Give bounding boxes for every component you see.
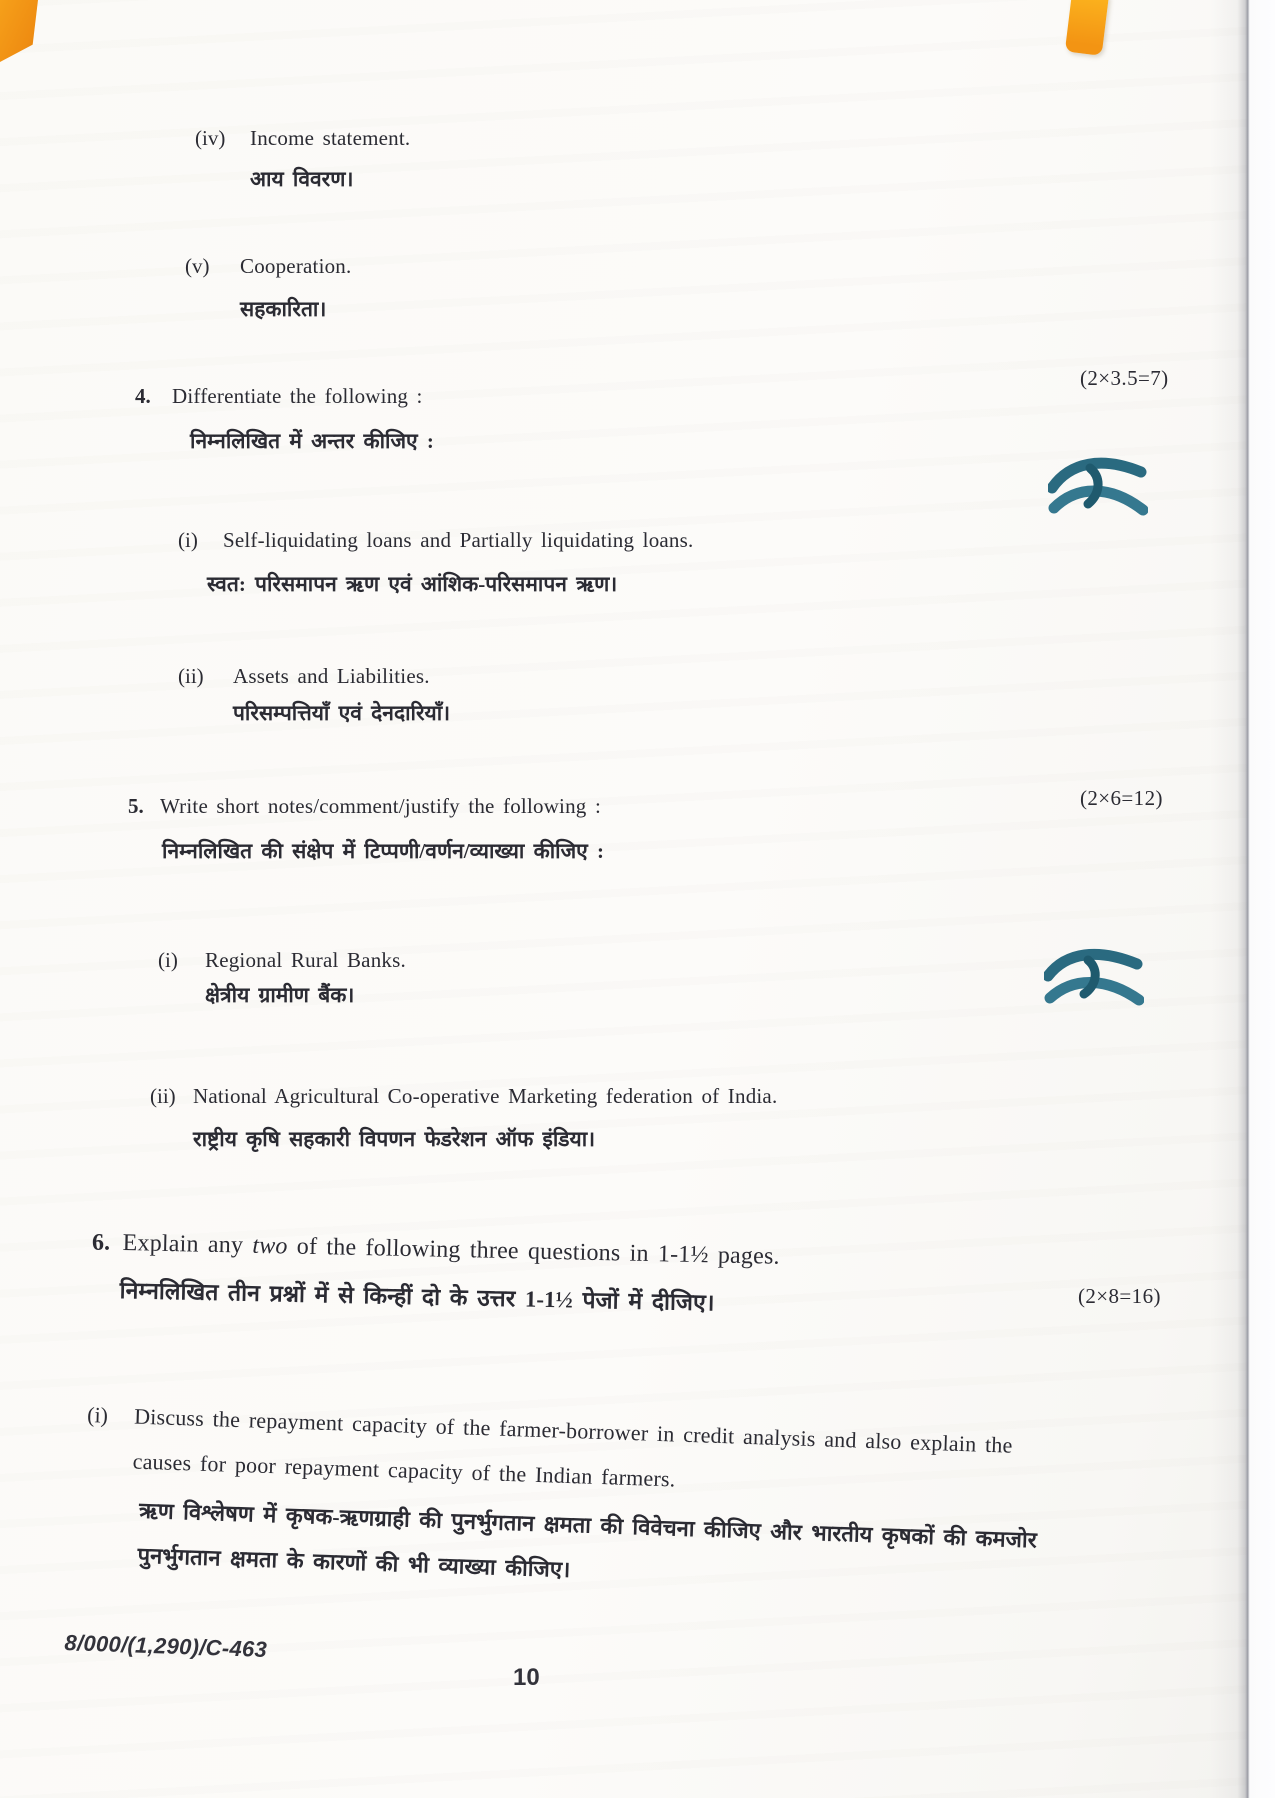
- item-text-hi: स्वत: परिसमापन ऋण एवं आंशिक-परिसमापन ऋण।: [207, 572, 618, 596]
- item-text-hi: राष्ट्रीय कृषि सहकारी विपणन फेडरेशन ऑफ इंडिया।: [193, 1127, 596, 1151]
- item-text-hi: परिसम्पत्तियाँ एवं देनदारियाँ।: [233, 701, 451, 725]
- question-4-marks: (2×3.5=7): [1080, 366, 1169, 390]
- binding-cord-bottom-icon: [1044, 940, 1144, 1020]
- question-5-text-en: Write short notes/comment/justify the following :: [160, 794, 601, 818]
- question-6-number: 6.: [92, 1230, 110, 1256]
- question-6-text-en-prefix: Explain any: [122, 1229, 253, 1259]
- item-text-en: Regional Rural Banks.: [205, 948, 406, 972]
- question-4-subitem-ii: [178, 662, 450, 728]
- item-text-en: Self-liquidating loans and Partially liquidating loans.: [223, 528, 694, 552]
- question-5-number: 5.: [128, 794, 144, 818]
- item-marker: (i): [158, 948, 178, 972]
- question-6-text-en-suffix: of the following three questions in 1-1½ pages.: [287, 1233, 780, 1270]
- question-6-text-hi: निम्नलिखित तीन प्रश्नों में से किन्हीं दो के उत्तर 1-1½ पेजों में दीजिए।: [119, 1277, 715, 1316]
- item-marker: (i): [178, 528, 198, 552]
- item-text-en: Cooperation.: [240, 254, 352, 278]
- list-item-v: [185, 252, 351, 324]
- question-5-marks: (2×6=12): [1080, 786, 1163, 810]
- orange-corner-tab-icon: [0, 0, 38, 62]
- question-6-text-en: [122, 1228, 780, 1272]
- item-text-en: Assets and Liabilities.: [233, 664, 430, 688]
- question-4-text-hi: निम्नलिखित में अन्तर कीजिए :: [190, 429, 434, 453]
- question-6-text-en-italic: two: [252, 1232, 288, 1260]
- footer-print-code: 8/000/(1,290)/C-463: [64, 1630, 268, 1663]
- question-5-subitem-i: [158, 946, 406, 1010]
- item-text-hi: ऋण विश्लेषण में कृषक-ऋणग्राही की पुनर्भुगतान क्षमता की विवेचना कीजिए और भारतीय कृषकों की कमजोर पुनर्भुगतान क्षमता के कारणों की भी व्याख्या कीजिए।: [137, 1497, 1038, 1583]
- item-text-hi: क्षेत्रीय ग्रामीण बैंक।: [205, 983, 355, 1007]
- item-text-en: National Agricultural Co-operative Marketing federation of India.: [193, 1084, 778, 1108]
- item-text-hi: आय विवरण।: [250, 167, 354, 191]
- orange-bookmark-tab-icon: [1065, 0, 1109, 56]
- item-marker: (ii): [150, 1084, 176, 1108]
- question-6-subitem-i: [82, 1392, 1048, 1608]
- item-text-hi: सहकारिता।: [240, 297, 327, 321]
- question-6-marks: (2×8=16): [1078, 1284, 1161, 1308]
- question-4-number: 4.: [135, 384, 151, 408]
- binding-cord-top-icon: [1048, 450, 1148, 530]
- question-5-subitem-ii: [150, 1082, 777, 1154]
- item-text-en: Income statement.: [250, 126, 411, 150]
- list-item-iv: [195, 124, 410, 194]
- item-marker: (v): [185, 254, 210, 278]
- page-edge: [1210, 0, 1275, 1798]
- page-number: 10: [513, 1664, 540, 1691]
- item-marker: (i): [86, 1401, 109, 1428]
- question-4-subitem-i: [178, 526, 693, 599]
- item-marker: (ii): [178, 664, 204, 688]
- question-4-text-en: Differentiate the following :: [172, 384, 423, 408]
- item-text-en: Discuss the repayment capacity of the farmer-borrower in credit analysis and also explain the causes for poor repayment capacity of the Indian farmers.: [132, 1403, 1013, 1492]
- item-marker: (iv): [195, 126, 226, 150]
- question-5-text-hi: निम्नलिखित की संक्षेप में टिप्पणी/वर्णन/व्याख्या कीजिए :: [162, 839, 605, 863]
